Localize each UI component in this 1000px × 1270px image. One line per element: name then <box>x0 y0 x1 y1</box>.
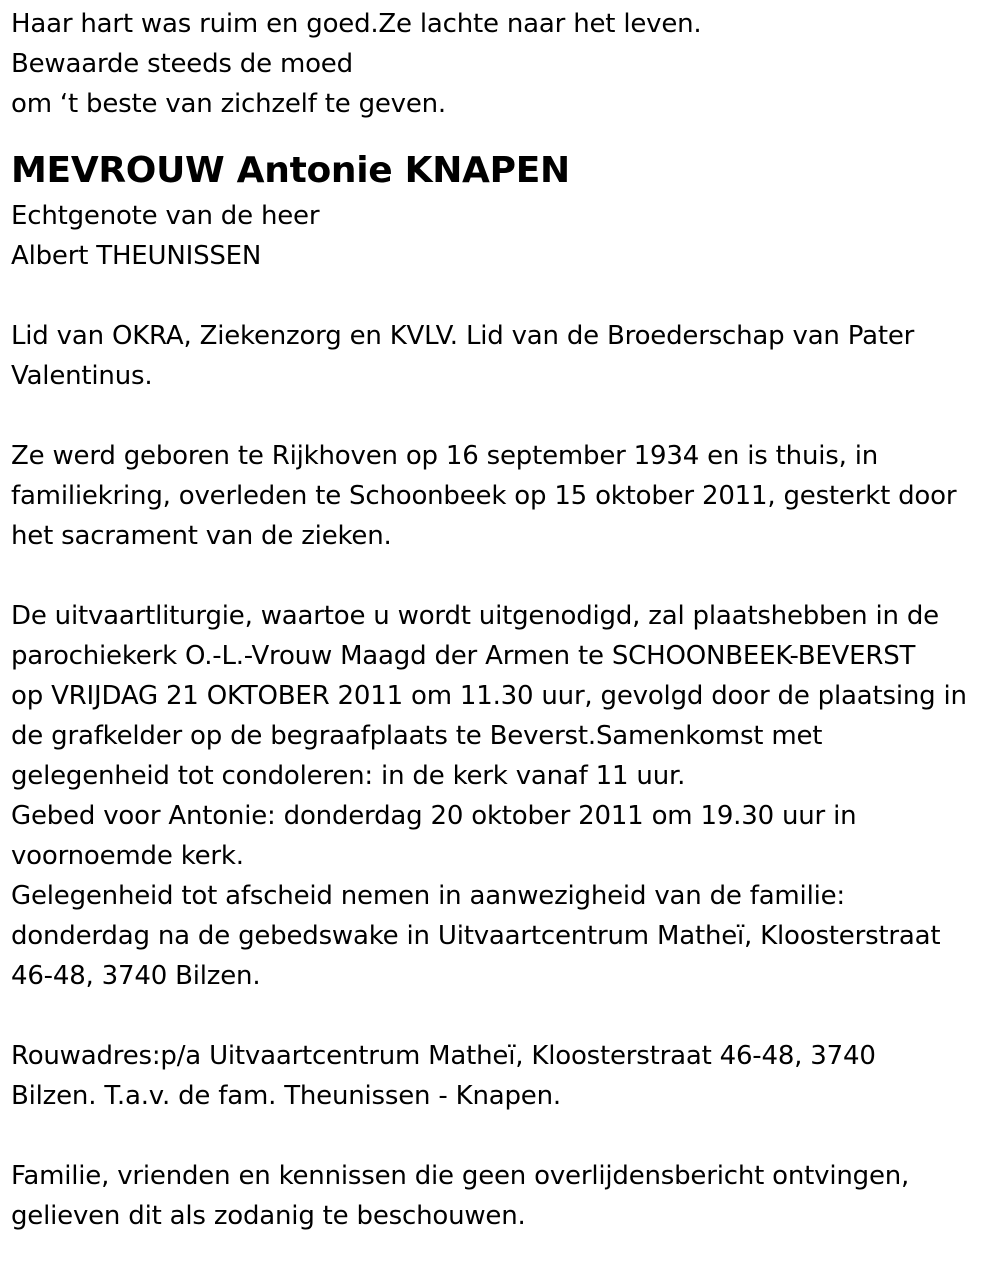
funeral-line: gelegenheid tot condoleren: in de kerk vanaf 11 uur. <box>11 761 686 791</box>
funeral-line: parochiekerk O.-L.-Vrouw Maagd der Armen te SCHOONBEEK-BEVERST <box>11 641 916 671</box>
birth-death-line: Ze werd geboren te Rijkhoven op 16 september 1934 en is thuis, in <box>11 441 879 471</box>
funeral-line: donderdag na de gebedswake in Uitvaartcentrum Matheï, Kloosterstraat <box>11 921 941 951</box>
birth-death-line: familiekring, overleden te Schoonbeek op 15 oktober 2011, gesterkt door <box>11 481 957 511</box>
funeral-line: 46-48, 3740 Bilzen. <box>11 961 261 991</box>
funeral-line: De uitvaartliturgie, waartoe u wordt uitgenodigd, zal plaatshebben in de <box>11 601 939 631</box>
funeral-line: Gelegenheid tot afscheid nemen in aanwezigheid van de familie: <box>11 881 845 911</box>
funeral-line: voornoemde kerk. <box>11 841 244 871</box>
spouse-info <box>11 196 996 276</box>
funeral-line: op VRIJDAG 21 OKTOBER 2011 om 11.30 uur, gevolgd door de plaatsing in <box>11 681 967 711</box>
funeral-line: Gebed voor Antonie: donderdag 20 oktober 2011 om 19.30 uur in <box>11 801 857 831</box>
funeral-line: de grafkelder op de begraafplaats te Beverst.Samenkomst met <box>11 721 823 751</box>
funeral-paragraph <box>11 596 996 996</box>
membership-line: Valentinus. <box>11 361 153 391</box>
spouse-line: Albert THEUNISSEN <box>11 241 262 271</box>
membership-paragraph <box>11 316 996 396</box>
closing-paragraph <box>11 1156 996 1236</box>
address-paragraph <box>11 1036 996 1116</box>
membership-line: Lid van OKRA, Ziekenzorg en KVLV. Lid van de Broederschap van Pater <box>11 321 915 351</box>
closing-line: gelieven dit als zodanig te beschouwen. <box>11 1201 526 1231</box>
birth-death-paragraph <box>11 436 996 556</box>
birth-death-line: het sacrament van de zieken. <box>11 521 392 551</box>
address-line: Bilzen. T.a.v. de fam. Theunissen - Knapen. <box>11 1081 561 1111</box>
deceased-name: MEVROUW Antonie KNAPEN <box>11 150 570 191</box>
obituary-notice <box>11 4 996 1236</box>
poem-line: om ‘t beste van zichzelf te geven. <box>11 89 446 119</box>
poem-line: Haar hart was ruim en goed.Ze lachte naar het leven. <box>11 9 702 39</box>
address-line: Rouwadres:p/a Uitvaartcentrum Matheï, Kloosterstraat 46-48, 3740 <box>11 1041 876 1071</box>
poem <box>11 4 996 124</box>
poem-line: Bewaarde steeds de moed <box>11 49 353 79</box>
closing-line: Familie, vrienden en kennissen die geen overlijdensbericht ontvingen, <box>11 1161 910 1191</box>
spouse-line: Echtgenote van de heer <box>11 201 320 231</box>
